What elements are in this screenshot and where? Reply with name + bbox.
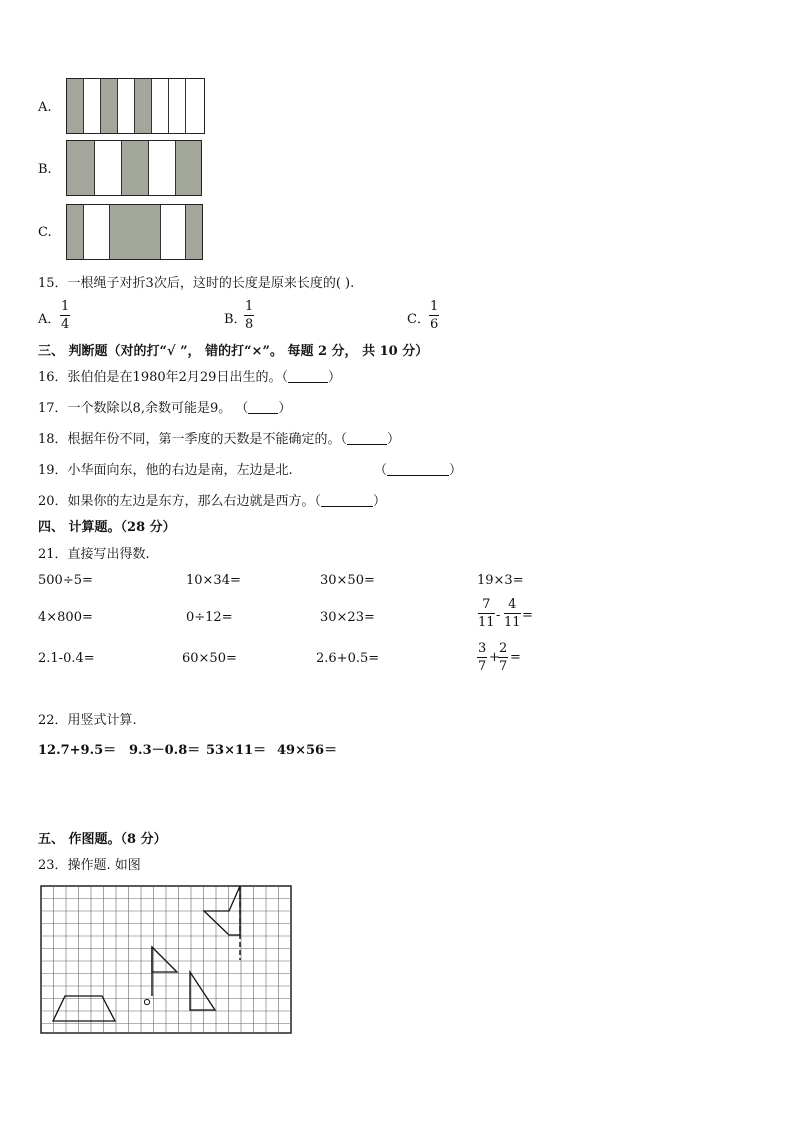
vertical-calc-item: 49×56＝ <box>277 743 338 758</box>
fraction-7-11: 7 11 <box>478 597 495 630</box>
calc-item: 10×34= <box>186 573 241 588</box>
question-16: 16．张伯伯是在1980年2月29日出生的。（ ） <box>38 370 341 385</box>
question-17: 17．一个数除以8,余数可能是9。 （ ） <box>38 401 292 416</box>
calc-item: 19×3= <box>477 573 524 588</box>
question-23-title: 23．操作题. 如图 <box>38 858 141 873</box>
answer-blank-16[interactable] <box>288 370 328 383</box>
minus-sign: - <box>496 608 501 623</box>
q15-option-a-fraction: 1 4 <box>61 299 70 332</box>
calc-item: 60×50= <box>182 651 237 666</box>
vertical-calc-item: 12.7+9.5＝ <box>38 743 117 758</box>
question-20: 20．如果你的左边是东方，那么右边就是西方。（ ） <box>38 494 387 509</box>
option-b-stripe-figure <box>66 140 202 196</box>
question-18: 18．根据年份不同，第一季度的天数是不能确定的。（ ） <box>38 432 401 447</box>
question-21-title: 21．直接写出得数. <box>38 547 150 562</box>
q15-option-b-label: B． <box>224 312 247 327</box>
q15-option-b-fraction: 1 8 <box>245 299 254 332</box>
option-a-label: A. <box>38 100 52 115</box>
answer-blank-20[interactable] <box>321 494 373 507</box>
calc-item: 30×50= <box>320 573 375 588</box>
option-b-label: B. <box>38 162 52 177</box>
fraction-4-11: 4 11 <box>504 597 521 630</box>
option-c-label: C. <box>38 225 52 240</box>
q15-option-c-fraction: 1 6 <box>430 299 439 332</box>
question-19: 19．小华面向东，他的右边是南，左边是北. <box>38 463 293 478</box>
option-a-stripe-figure <box>66 78 205 134</box>
question-19-answer: （ ） <box>374 463 463 478</box>
calc-item: 2.1-0.4= <box>38 651 95 666</box>
answer-blank-17[interactable] <box>248 401 278 414</box>
question-15: 15．一根绳子对折3次后，这时的长度是原来长度的( ). <box>38 276 355 291</box>
calc-item: 30×23= <box>320 610 375 625</box>
section-3-title: 三、 判断题（对的打“√ ”， 错的打“×”。 每题 2 分， 共 10 分） <box>38 344 429 359</box>
answer-blank-19[interactable] <box>387 463 449 476</box>
section-5-title: 五、 作图题。（8 分） <box>38 832 167 847</box>
plus-sign: + <box>489 650 500 665</box>
calc-item: 2.6+0.5= <box>316 651 380 666</box>
equals-sign: = <box>522 608 533 623</box>
q15-option-c-label: C． <box>407 312 430 327</box>
equals-sign: = <box>510 650 521 665</box>
calc-item: 500÷5= <box>38 573 93 588</box>
calc-item: 4×800= <box>38 610 93 625</box>
vertical-calc-item: 9.3－0.8＝ <box>129 743 201 758</box>
question-22-title: 22．用竖式计算. <box>38 713 137 728</box>
calc-item: 0÷12= <box>186 610 233 625</box>
fraction-2-7: 2 7 <box>499 641 508 674</box>
answer-blank-18[interactable] <box>347 432 387 445</box>
vertical-calc-item: 53×11＝ <box>206 743 267 758</box>
q15-option-a-label: A． <box>38 312 61 327</box>
grid-lines <box>41 886 291 1033</box>
fraction-3-7: 3 7 <box>478 641 487 674</box>
option-c-stripe-figure <box>66 204 203 260</box>
section-4-title: 四、 计算题。（28 分） <box>38 520 176 535</box>
drawing-grid <box>40 884 292 1036</box>
